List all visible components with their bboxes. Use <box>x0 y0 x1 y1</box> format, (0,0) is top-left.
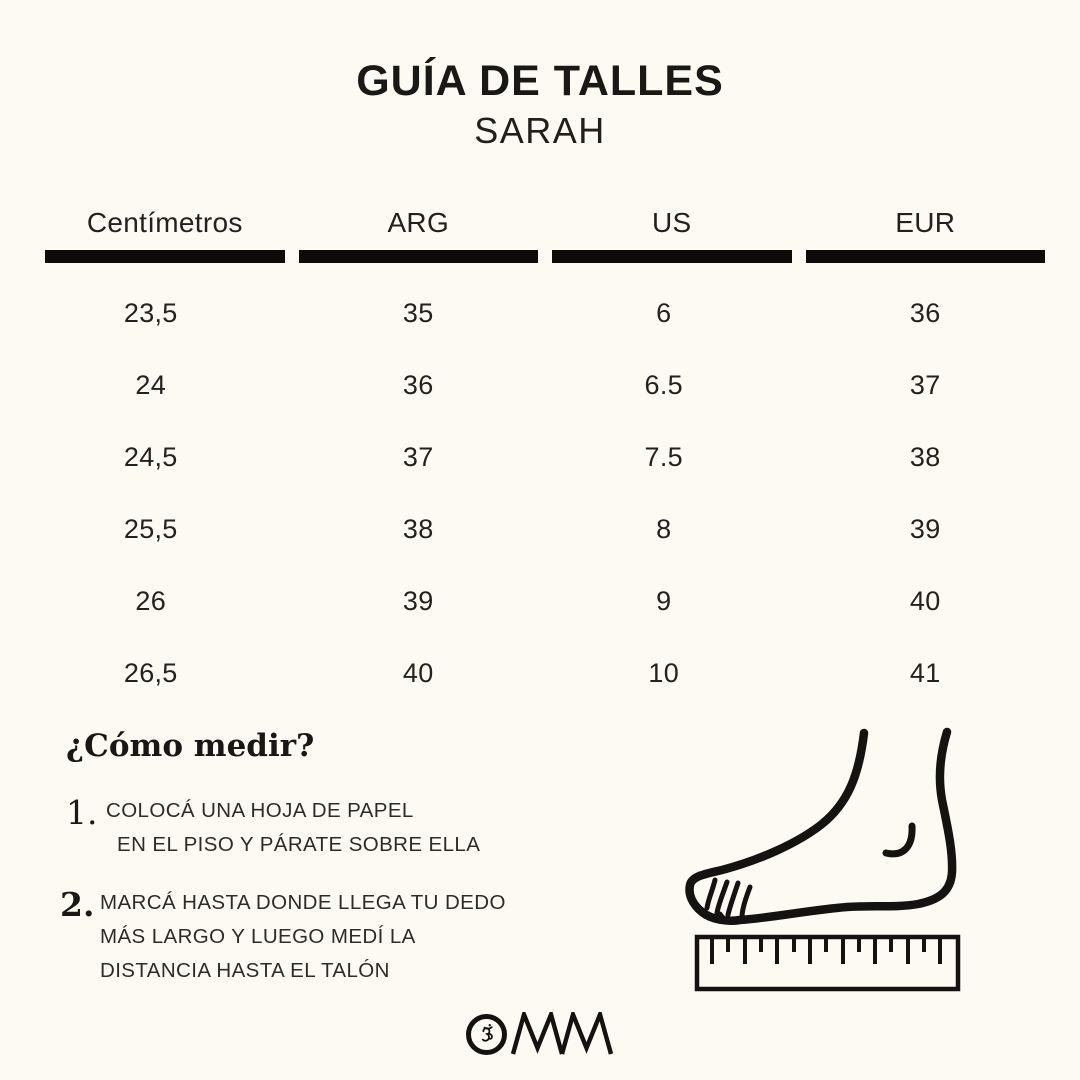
table-cell-us: 7.5 <box>644 441 683 472</box>
table-cell-cm: 24,5 <box>123 441 178 472</box>
foot-ruler-illustration <box>660 700 1000 1005</box>
step-line: MARCÁ HASTA DONDE LLEGA TU DEDO <box>100 891 506 914</box>
how-to-measure-heading: ¿Cómo medir? <box>66 728 315 764</box>
table-cell-arg: 36 <box>402 369 434 400</box>
table-cell-eur: 36 <box>909 297 941 328</box>
step-number: 2. <box>60 885 95 924</box>
table-cell-cm: 23,5 <box>123 297 178 328</box>
header-underline-bar <box>299 250 539 263</box>
table-cell-arg: 40 <box>402 657 434 688</box>
spacer <box>299 263 539 277</box>
step-line: COLOCÁ UNA HOJA DE PAPEL <box>106 799 414 822</box>
header-underline-bar <box>806 250 1046 263</box>
ruler-icon <box>697 937 958 989</box>
spacer <box>806 263 1046 277</box>
how-to-measure-section <box>60 728 606 982</box>
column-header-arg: ARG <box>387 206 450 238</box>
table-cell-us: 10 <box>648 657 680 688</box>
logo-text-mm <box>510 1012 614 1056</box>
step-text <box>106 794 480 862</box>
step-line: EN EL PISO Y PÁRATE SOBRE ELLA <box>117 833 481 856</box>
column-header-eur: EUR <box>895 206 956 238</box>
step-text <box>100 886 506 988</box>
column-header-us: US <box>652 206 692 238</box>
table-cell-eur: 40 <box>909 585 941 616</box>
table-cell-us: 9 <box>656 585 672 616</box>
table-cell-cm: 26,5 <box>123 657 178 688</box>
step-line: DISTANCIA HASTA EL TALÓN <box>100 959 390 982</box>
measure-step-2 <box>60 886 506 988</box>
measure-step-1 <box>66 794 480 862</box>
spacer <box>552 263 792 277</box>
table-cell-cm: 25,5 <box>123 513 178 544</box>
header-underline-bar <box>45 250 285 263</box>
model-name: SARAH <box>474 110 606 152</box>
table-cell-cm: 24 <box>135 369 167 400</box>
table-cell-arg: 38 <box>402 513 434 544</box>
size-table <box>45 195 1045 709</box>
brand-logo <box>0 1012 1080 1056</box>
step-number: 1. <box>66 793 98 832</box>
column-header-centimetros: Centímetros <box>86 206 243 238</box>
table-cell-arg: 39 <box>402 585 434 616</box>
header-underline-bar <box>552 250 792 263</box>
table-cell-eur: 39 <box>909 513 941 544</box>
page-title: GUÍA DE TALLES <box>356 57 724 105</box>
header <box>0 58 1080 151</box>
table-cell-arg: 35 <box>402 297 434 328</box>
spacer <box>45 263 285 277</box>
table-cell-eur: 38 <box>909 441 941 472</box>
table-cell-us: 6 <box>656 297 672 328</box>
table-cell-us: 8 <box>656 513 672 544</box>
foot-icon <box>660 700 1000 1000</box>
table-cell-eur: 41 <box>909 657 941 688</box>
om-icon <box>466 1014 507 1055</box>
table-cell-arg: 37 <box>402 441 434 472</box>
table-cell-us: 6.5 <box>644 369 683 400</box>
table-cell-eur: 37 <box>909 369 941 400</box>
step-line: MÁS LARGO Y LUEGO MEDÍ LA <box>100 925 416 948</box>
table-cell-cm: 26 <box>135 585 167 616</box>
